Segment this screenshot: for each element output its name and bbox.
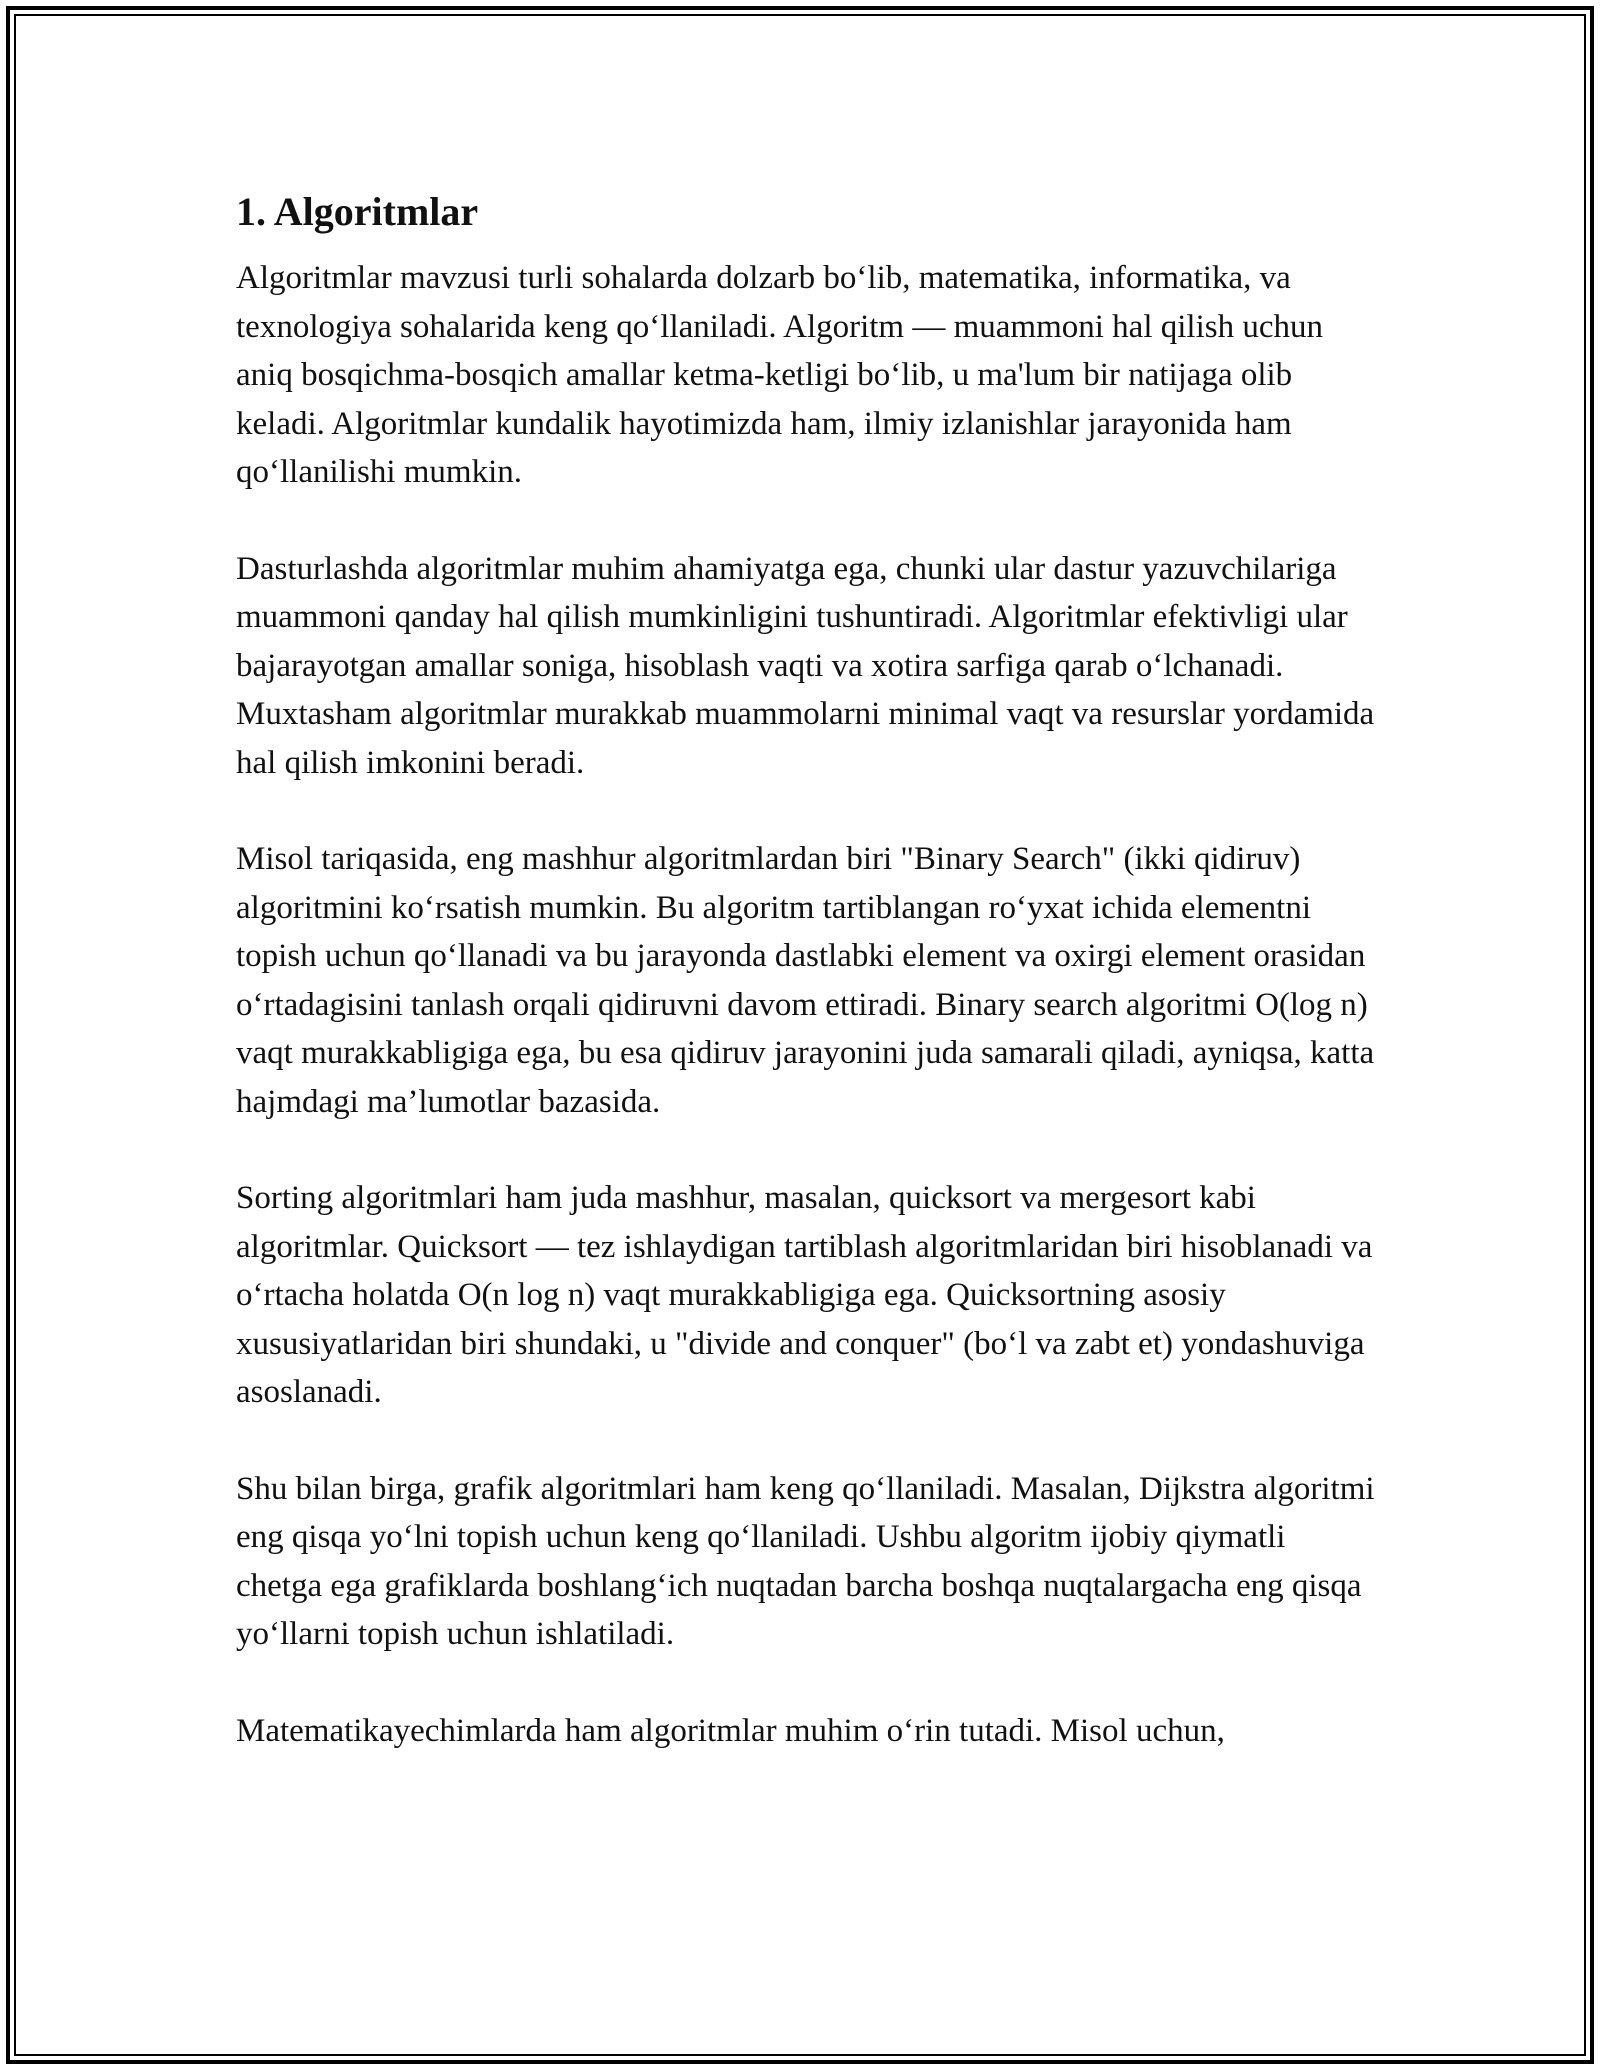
section-heading: 1. Algoritmlar	[236, 189, 479, 234]
paragraph-graph-algorithms: Shu bilan birga, grafik algoritmlari ham keng qo‘llaniladi. Masalan, Dijkstra algoritmi eng qisqa yo‘lni topish uchun keng qo‘llaniladi. Ushbu algoritm ijobiy qiymatli chetga ega grafiklarda boshlang‘ich nuqtadan barcha boshqa nuqtalargacha eng qisqa yo‘llarni topish uchun ishlatiladi.	[236, 1470, 1375, 1652]
document-body	[236, 186, 1376, 1803]
paragraph-intro: Algoritmlar mavzusi turli sohalarda dolzarb bo‘lib, matematika, informatika, va texnologiya sohalarida keng qo‘llaniladi. Algoritm — muammoni hal qilish uchun aniq bosqichma-bosqich amallar ketma-ketligi bo‘lib, u ma'lum bir natijaga olib keladi. Algoritmlar kundalik hayotimizda ham, ilmiy izlanishlar jarayonida ham qo‘llanilishi mumkin.	[236, 260, 1323, 490]
paragraph-programming: Dasturlashda algoritmlar muhim ahamiyatga ega, chunki ular dastur yazuvchilariga muammoni qanday hal qilish mumkinligini tushuntiradi. Algoritmlar efektivligi ular bajarayotgan amallar soniga, hisoblash vaqti va xotira sarfiga qarab o‘lchanadi. Muxtasham algoritmlar murakkab muammolarni minimal vaqt va resurslar yordamida hal qilish imkonini beradi.	[236, 550, 1375, 781]
paragraph-mathematics: Matematikayechimlarda ham algoritmlar muhim o‘rin tutadi. Misol uchun,	[236, 1712, 1225, 1749]
paragraph-sorting: Sorting algoritmlari ham juda mashhur, masalan, quicksort va mergesort kabi algoritmlar. Quicksort — tez ishlaydigan tartiblash algoritmlaridan biri hisoblanadi va o‘rtacha holatda O(n log n) vaqt murakkabligiga ega. Quicksortning asosiy xususiyatlaridan biri shundaki, u "divide and conquer" (bo‘l va zabt et) yondashuviga asoslanadi.	[236, 1180, 1373, 1410]
paragraph-binary-search: Misol tariqasida, eng mashhur algoritmlardan biri "Binary Search" (ikki qidiruv) algoritmini ko‘rsatish mumkin. Bu algoritm tartiblangan ro‘yxat ichida elementni topish uchun qo‘llanadi va bu jarayonda dastlabki element va oxirgi element orasidan o‘rtadagisini tanlash orqali qidiruvni davom ettiradi. Binary search algoritmi O(log n) vaqt murakkabligiga ega, bu esa qidiruv jarayonini juda samarali qiladi, ayniqsa, katta hajmdagi ma’lumotlar bazasida.	[236, 841, 1375, 1120]
